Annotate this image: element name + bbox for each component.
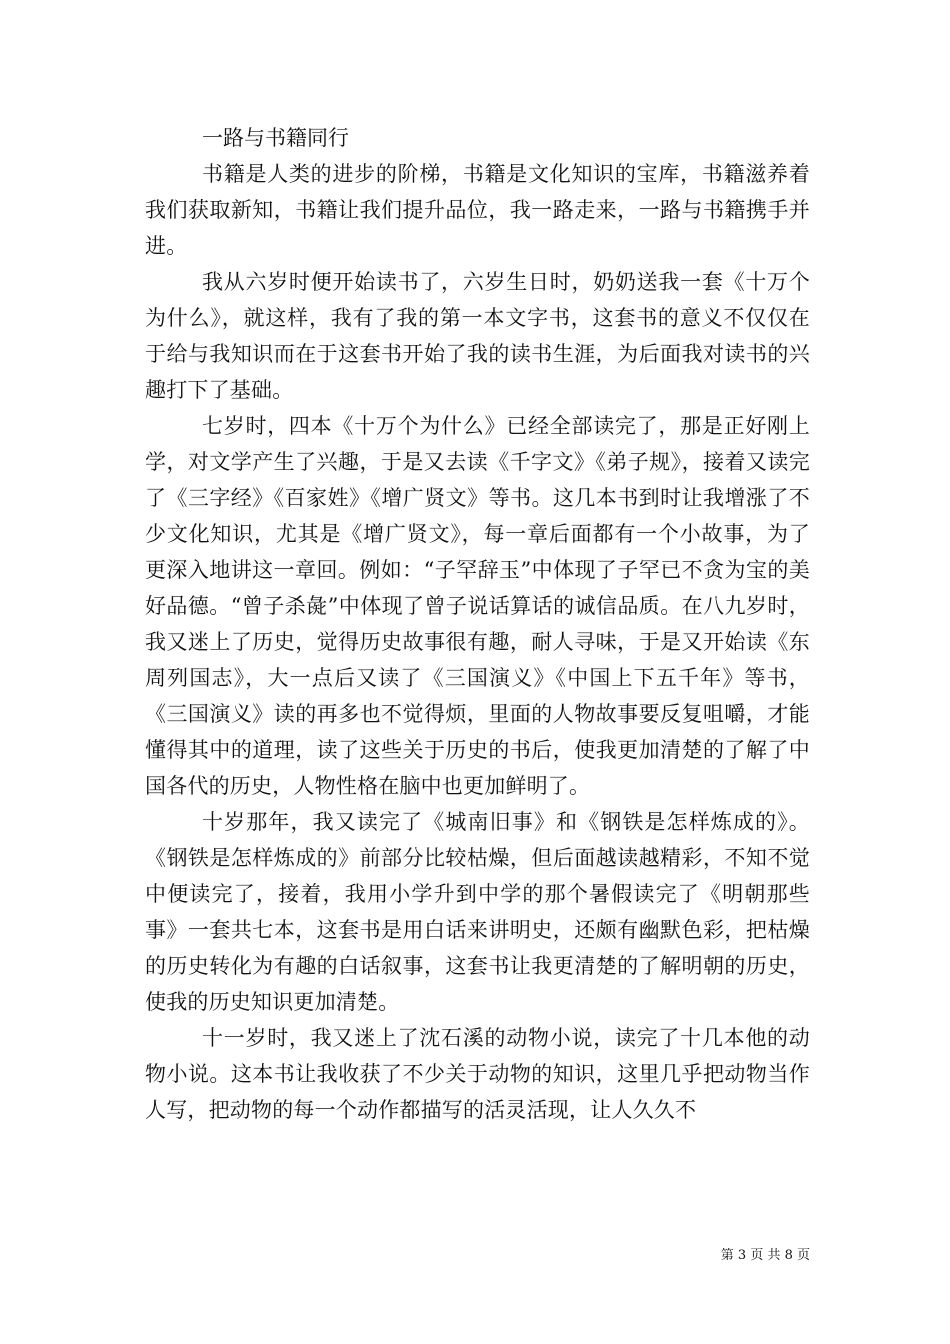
page-number-footer: 第 3 页 共 8 页 xyxy=(720,1248,810,1263)
essay-title: 一路与书籍同行 xyxy=(202,126,349,150)
paragraph-1: 书籍是人类的进步的阶梯，书籍是文化知识的宝库，书籍滋养着我们获取新知，书籍让我们提升品位，我一路走来，一路与书籍携手并进。 xyxy=(145,162,810,258)
document-body xyxy=(145,120,810,1128)
paragraph-3: 七岁时，四本《十万个为什么》已经全部读完了，那是正好刚上学，对文学产生了兴趣，于是又去读《千字文》《弟子规》，接着又读完了《三字经》《百家姓》《增广贤文》等书。这几本书到时让我增涨了不少文化知识，尤其是《增广贤文》，每一章后面都有一个小故事，为了更深入地讲这一章回。例如：“子罕辞玉”中体现了子罕已不贪为宝的美好品德。“曾子杀彘”中体现了曾子说话算话的诚信品质。在八九岁时，我又迷上了历史，觉得历史故事很有趣，耐人寻味，于是又开始读《东周列国志》，大一点后又读了《三国演义》《中国上下五千年》等书，《三国演义》读的再多也不觉得烦，里面的人物故事要反复咀嚼，才能懂得其中的道理，读了这些关于历史的书后，使我更加清楚的了解了中国各代的历史，人物性格在脑中也更加鲜明了。 xyxy=(145,414,810,798)
paragraph-5: 十一岁时，我又迷上了沈石溪的动物小说，读完了十几本他的动物小说。这本书让我收获了不少关于动物的知识，这里几乎把动物当作人写，把动物的每一个动作都描写的活灵活现，让人久久不 xyxy=(145,1026,810,1122)
paragraph-4: 十岁那年，我又读完了《城南旧事》和《钢铁是怎样炼成的》。《钢铁是怎样炼成的》前部分比较枯燥，但后面越读越精彩，不知不觉中便读完了，接着，我用小学升到中学的那个暑假读完了《明朝那些事》一套共七本，这套书是用白话来讲明史，还颇有幽默色彩，把枯燥的历史转化为有趣的白话叙事，这套书让我更清楚的了解明朝的历史，使我的历史知识更加清楚。 xyxy=(145,810,810,1014)
paragraph-2: 我从六岁时便开始读书了，六岁生日时，奶奶送我一套《十万个为什么》，就这样，我有了我的第一本文字书，这套书的意义不仅仅在于给与我知识而在于这套书开始了我的读书生涯，为后面我对读书的兴趣打下了基础。 xyxy=(145,270,810,402)
